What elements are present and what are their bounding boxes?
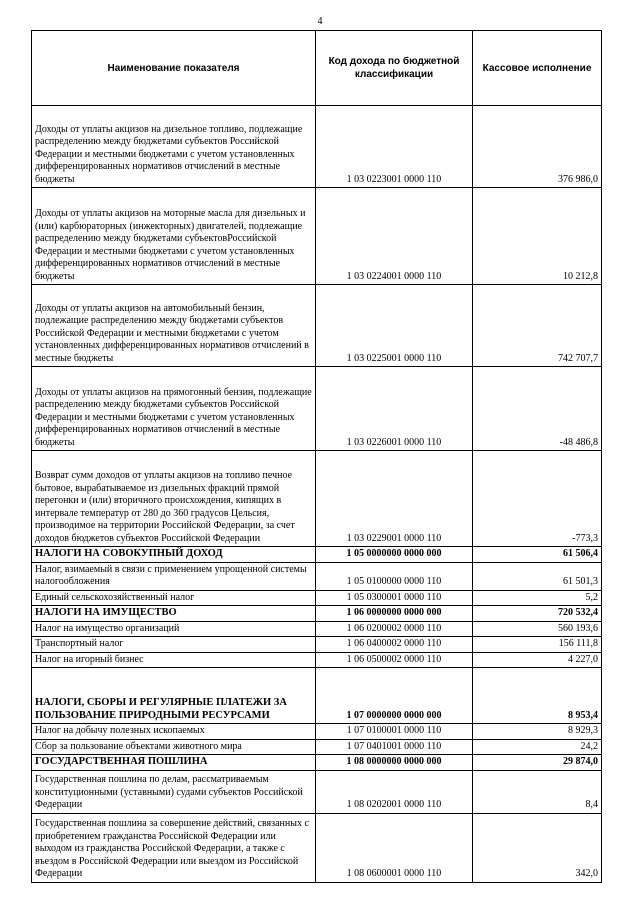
cell-code: 1 06 0200002 0000 110 bbox=[316, 621, 473, 637]
table-body bbox=[32, 106, 602, 883]
cell-code: 1 07 0000000 0000 000 bbox=[316, 668, 473, 724]
table-row bbox=[32, 106, 602, 188]
cell-value: -48 486,8 bbox=[473, 367, 602, 451]
cell-code: 1 03 0224001 0000 110 bbox=[316, 188, 473, 285]
cell-value: 8,4 bbox=[473, 770, 602, 813]
cell-value: -773,3 bbox=[473, 451, 602, 547]
cell-value: 4 227,0 bbox=[473, 652, 602, 668]
table-row bbox=[32, 590, 602, 606]
cell-name: Налог на добычу полезных ископаемых bbox=[32, 724, 316, 740]
cell-name: Доходы от уплаты акцизов на прямогонный бензин, подлежащие распределению между бюджетами субъектов Российской Федерации и местными бюджетами с учетом установленных дифференцированных нормативов отчислений в местные бюджеты bbox=[32, 367, 316, 451]
cell-value: 61 506,4 bbox=[473, 547, 602, 563]
cell-value: 742 707,7 bbox=[473, 285, 602, 367]
cell-name: НАЛОГИ НА СОВОКУПНЫЙ ДОХОД bbox=[32, 547, 316, 563]
table-row bbox=[32, 562, 602, 590]
table-row bbox=[32, 547, 602, 563]
cell-value: 29 874,0 bbox=[473, 755, 602, 771]
cell-code: 1 08 0600001 0000 110 bbox=[316, 813, 473, 882]
cell-code: 1 07 0100001 0000 110 bbox=[316, 724, 473, 740]
cell-name: Доходы от уплаты акцизов на автомобильный бензин, подлежащие распределению между бюджетами субъектов Российской Федерации и местными бюджетами с учетом установленных дифференцированных нормативов отчислений в местные бюджеты bbox=[32, 285, 316, 367]
cell-value: 24,2 bbox=[473, 739, 602, 755]
cell-name: Государственная пошлина по делам, рассматриваемым конституционными (уставными) судами субъектов Российской Федерации bbox=[32, 770, 316, 813]
cell-name: Доходы от уплаты акцизов на дизельное топливо, подлежащие распределению между бюджетами субъектов Российской Федерации и местными бюджетами с учетом установленных дифференцированных нормативов отчислений в местные бюджеты bbox=[32, 106, 316, 188]
cell-value: 156 111,8 bbox=[473, 637, 602, 653]
table-row bbox=[32, 621, 602, 637]
table-row bbox=[32, 285, 602, 367]
cell-value: 342,0 bbox=[473, 813, 602, 882]
table-row bbox=[32, 367, 602, 451]
cell-code: 1 05 0100000 0000 110 bbox=[316, 562, 473, 590]
table-row bbox=[32, 606, 602, 622]
cell-value: 8 953,4 bbox=[473, 668, 602, 724]
cell-name: Налог, взимаемый в связи с применением упрощенной системы налогообложения bbox=[32, 562, 316, 590]
cell-value: 720 532,4 bbox=[473, 606, 602, 622]
cell-code: 1 06 0400002 0000 110 bbox=[316, 637, 473, 653]
header-name: Наименование показателя bbox=[32, 31, 316, 106]
table-row bbox=[32, 668, 602, 724]
header-value: Кассовое исполнение bbox=[473, 31, 602, 106]
cell-code: 1 05 0000000 0000 000 bbox=[316, 547, 473, 563]
cell-value: 5,2 bbox=[473, 590, 602, 606]
cell-code: 1 08 0000000 0000 000 bbox=[316, 755, 473, 771]
cell-code: 1 03 0226001 0000 110 bbox=[316, 367, 473, 451]
cell-name: Единый сельскохозяйственный налог bbox=[32, 590, 316, 606]
page-number: 4 bbox=[317, 16, 323, 27]
cell-name: Транспортный налог bbox=[32, 637, 316, 653]
table-row bbox=[32, 739, 602, 755]
cell-name: Налог на игорный бизнес bbox=[32, 652, 316, 668]
cell-name: НАЛОГИ, СБОРЫ И РЕГУЛЯРНЫЕ ПЛАТЕЖИ ЗА ПОЛЬЗОВАНИЕ ПРИРОДНЫМИ РЕСУРСАМИ bbox=[32, 668, 316, 724]
table-row bbox=[32, 770, 602, 813]
cell-name: ГОСУДАРСТВЕННАЯ ПОШЛИНА bbox=[32, 755, 316, 771]
cell-code: 1 08 0202001 0000 110 bbox=[316, 770, 473, 813]
cell-code: 1 06 0000000 0000 000 bbox=[316, 606, 473, 622]
table-row bbox=[32, 813, 602, 882]
cell-code: 1 05 0300001 0000 110 bbox=[316, 590, 473, 606]
cell-name: Налог на имущество организаций bbox=[32, 621, 316, 637]
cell-name: Доходы от уплаты акцизов на моторные масла для дизельных и (или) карбюраторных (инжекторных) двигателей, подлежащие распределению между бюджетами субъектовРоссийской Федерации и местными бюджетами с учетом установленных дифференцированных нормативов отчислений в местные бюджеты bbox=[32, 188, 316, 285]
table-row bbox=[32, 188, 602, 285]
cell-code: 1 06 0500002 0000 110 bbox=[316, 652, 473, 668]
cell-code: 1 03 0223001 0000 110 bbox=[316, 106, 473, 188]
cell-code: 1 07 0401001 0000 110 bbox=[316, 739, 473, 755]
table-row bbox=[32, 724, 602, 740]
table-row bbox=[32, 451, 602, 547]
table-row bbox=[32, 652, 602, 668]
revenue-table bbox=[31, 30, 602, 883]
table-row bbox=[32, 637, 602, 653]
table-row bbox=[32, 755, 602, 771]
cell-value: 560 193,6 bbox=[473, 621, 602, 637]
cell-value: 8 929,3 bbox=[473, 724, 602, 740]
cell-name: Возврат сумм доходов от уплаты акцизов на топливо печное бытовое, вырабатываемое из дизельных фракций прямой перегонки и (или) вторичного происхождения, кипящих в интервале температур от 280 до 360 градусов Цельсия, производимое на территории Российской Федерации, за счет доходов бюджетов субъектов Российской Федерации bbox=[32, 451, 316, 547]
cell-code: 1 03 0229001 0000 110 bbox=[316, 451, 473, 547]
cell-name: НАЛОГИ НА ИМУЩЕСТВО bbox=[32, 606, 316, 622]
table-header-row bbox=[32, 31, 602, 106]
cell-value: 61 501,3 bbox=[473, 562, 602, 590]
cell-name: Государственная пошлина за совершение действий, связанных с приобретением гражданства Российской Федерации или выходом из гражданства Российской Федерации, а также с въездом в Российской Федерации или выездом из Российской Федерации bbox=[32, 813, 316, 882]
cell-value: 10 212,8 bbox=[473, 188, 602, 285]
header-code: Код дохода по бюджетной классификации bbox=[316, 31, 473, 106]
cell-code: 1 03 0225001 0000 110 bbox=[316, 285, 473, 367]
cell-name: Сбор за пользование объектами животного мира bbox=[32, 739, 316, 755]
cell-value: 376 986,0 bbox=[473, 106, 602, 188]
